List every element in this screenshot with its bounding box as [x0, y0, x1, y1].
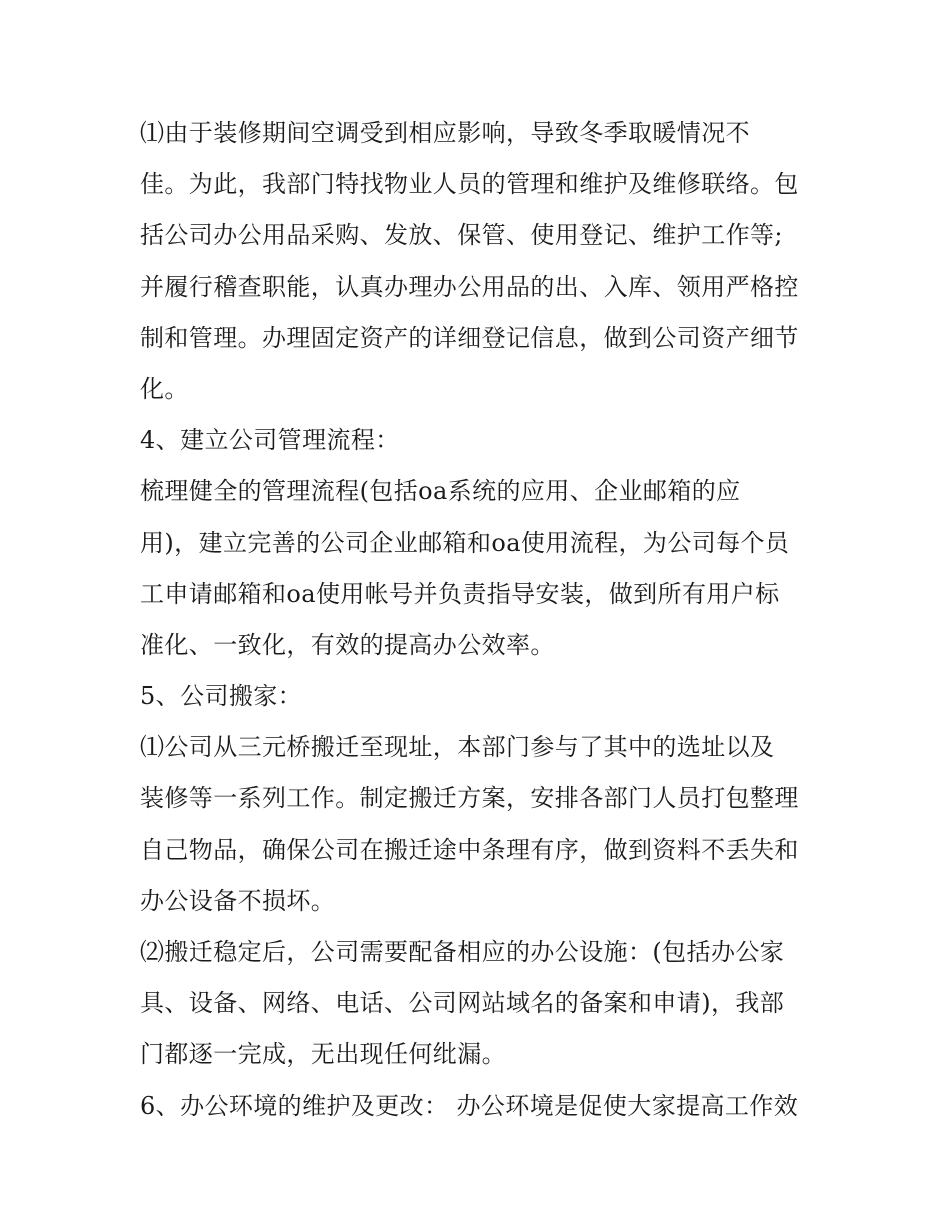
text-line: 制和管理。办理固定资产的详细登记信息，做到公司资产细节 — [140, 323, 799, 352]
section-heading: 6、办公环境的维护及更改： 办公环境是促使大家提高工作效 — [140, 1091, 799, 1120]
text-line: 门都逐一完成，无出现任何纰漏。 — [140, 1040, 506, 1069]
text-line: 并履行稽查职能，认真办理办公用品的出、入库、领用严格控 — [140, 272, 799, 301]
text-line: 佳。为此，我部门特找物业人员的管理和维护及维修联络。包 — [140, 170, 799, 199]
section-heading: 4、建立公司管理流程： — [140, 426, 400, 455]
text-line: ⑵搬迁稳定后，公司需要配备相应的办公设施：(包括办公家 — [140, 938, 785, 966]
text-line: 装修等一系列工作。制定搬迁方案，安排各部门人员打包整理 — [140, 784, 799, 813]
text-line: 自己物品，确保公司在搬迁途中条理有序，做到资料不丢失和 — [140, 835, 799, 864]
document-body — [140, 108, 830, 1132]
text-line: 梳理健全的管理流程(包括oa系统的应用、企业邮箱的应 — [140, 477, 741, 506]
text-line: 用)，建立完善的公司企业邮箱和oa使用流程，为公司每个员 — [140, 528, 790, 557]
text-line: 具、设备、网络、电话、公司网站域名的备案和申请)，我部 — [140, 989, 785, 1018]
section-heading: 5、公司搬家： — [140, 682, 303, 711]
text-line: 工申请邮箱和oa使用帐号并负责指导安装，做到所有用户标 — [140, 579, 780, 608]
text-line: 化。 — [140, 374, 189, 403]
text-line: ⑴公司从三元桥搬迁至现址，本部门参与了其中的选址以及 — [140, 733, 775, 762]
text-line: 准化、一致化，有效的提高办公效率。 — [140, 630, 555, 659]
text-line: ⑴由于装修期间空调受到相应影响，导致冬季取暖情况不 — [140, 119, 750, 147]
text-line: 办公设备不损坏。 — [140, 886, 336, 915]
text-line: 括公司办公用品采购、发放、保管、使用登记、维护工作等; — [140, 221, 783, 250]
